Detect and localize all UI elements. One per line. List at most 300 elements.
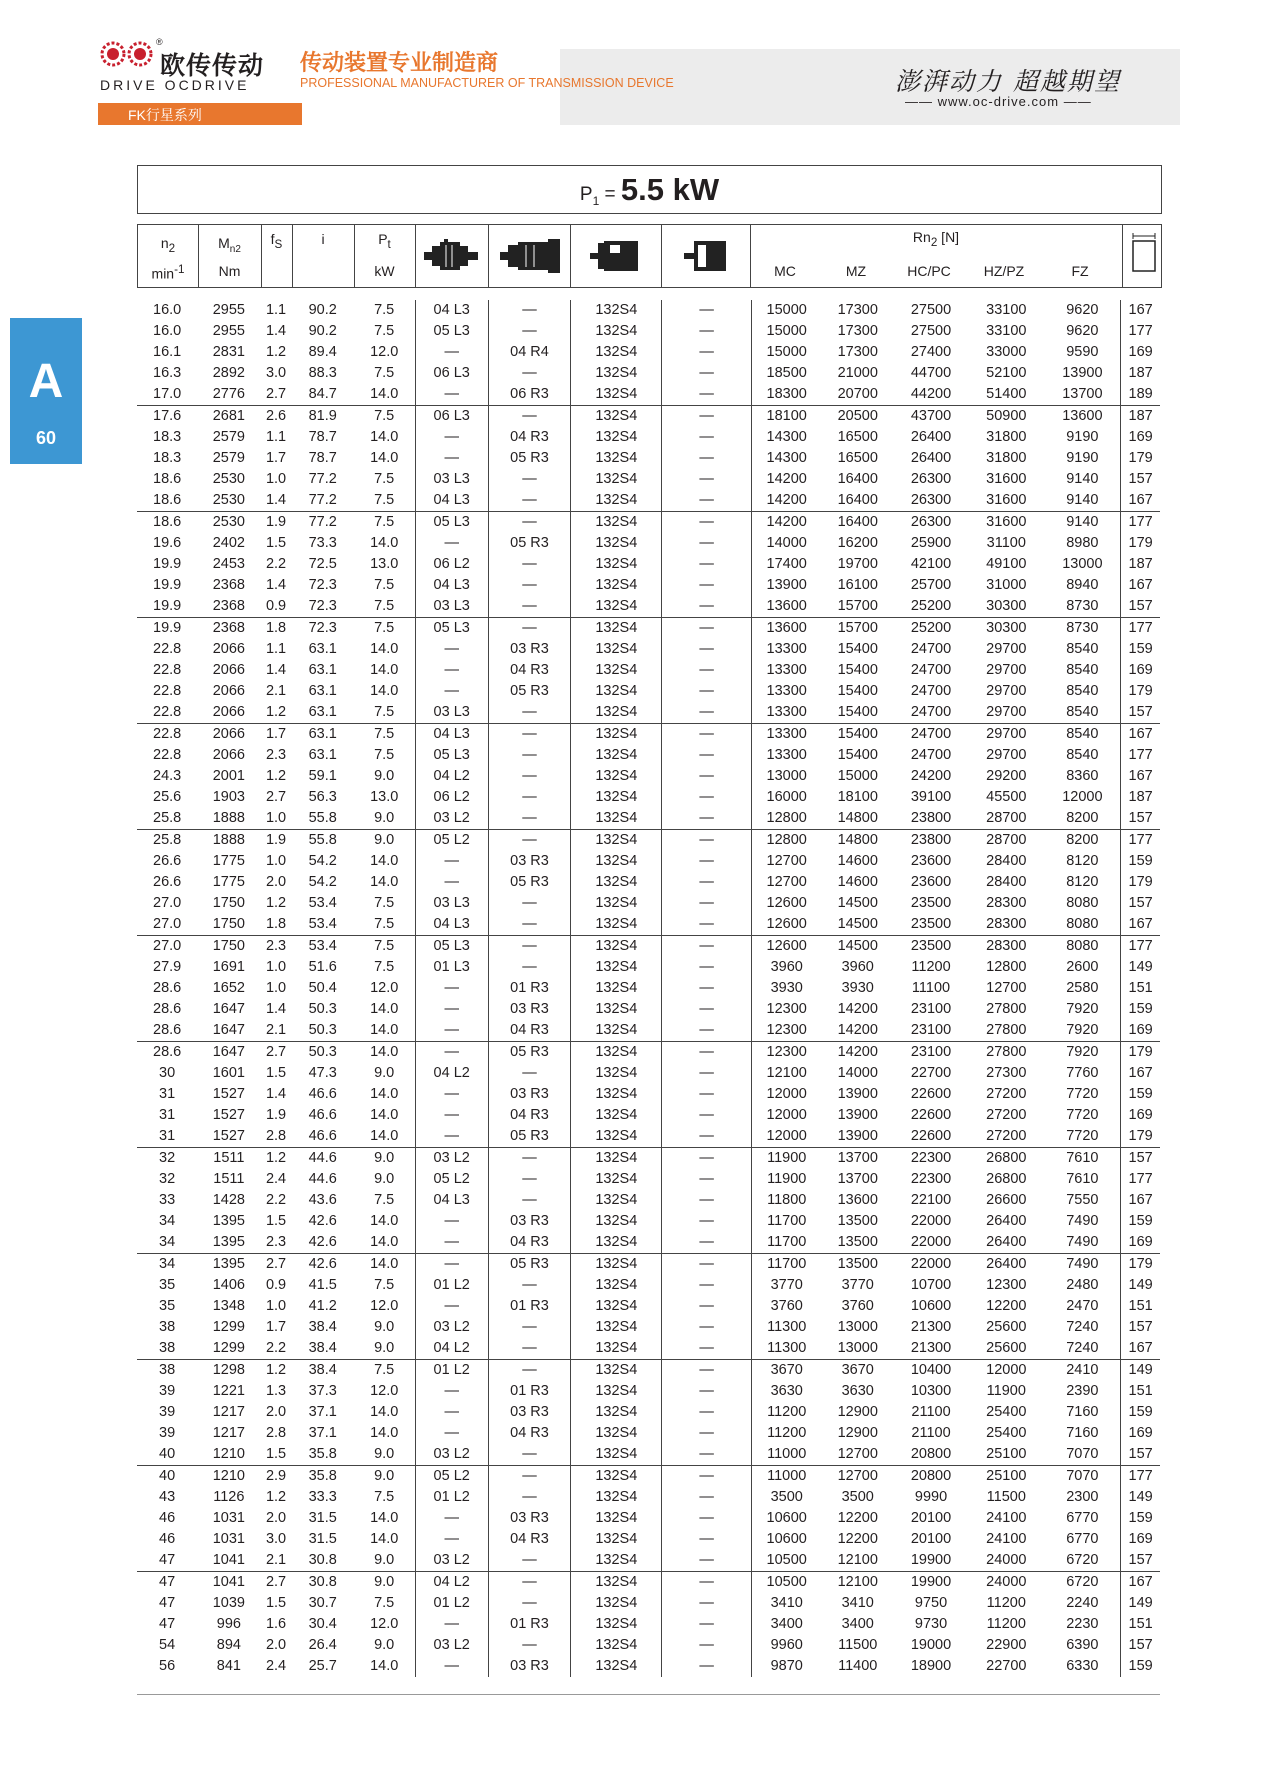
inline-gearbox-icon (424, 239, 480, 273)
table-cell: 7.5 (354, 1190, 415, 1211)
table-row (137, 469, 1160, 490)
table-cell: 27200 (986, 1086, 1027, 1102)
table-cell: — (488, 512, 570, 534)
table-cell: 2230 (1044, 1614, 1120, 1635)
table-cell: 26800 (986, 1171, 1027, 1187)
table-cell: 7.5 (354, 512, 415, 534)
table-cell: 167 (1128, 577, 1153, 593)
table-cell: 56.3 (308, 789, 337, 805)
table-cell: 3500 (770, 1489, 803, 1505)
table-cell: 1750 (197, 936, 260, 958)
table-cell: — (662, 596, 751, 618)
table-cell: 22000 (910, 1213, 952, 1229)
table-cell: 25900 (910, 535, 952, 551)
table-cell: 1406 (212, 1277, 245, 1293)
table-cell: — (488, 554, 570, 575)
table-cell: 149 (1128, 1277, 1153, 1293)
table-cell: 14800 (822, 830, 894, 852)
table-cell: 78.7 (308, 450, 337, 466)
table-cell: 8080 (1044, 936, 1120, 958)
table-cell: 14.0 (354, 1020, 415, 1042)
table-row (137, 936, 1160, 958)
table-cell: 132S4 (571, 1042, 662, 1064)
table-cell: 14.0 (354, 1402, 415, 1423)
table-cell: 54 (159, 1637, 176, 1653)
table-cell: 12.0 (354, 1296, 415, 1317)
table-cell: 1.1 (265, 641, 287, 657)
table-cell: 34 (137, 1254, 197, 1276)
table-cell: 10600 (910, 1298, 952, 1314)
col-i-header: i (321, 231, 325, 247)
table-cell: 14300 (766, 429, 807, 445)
table-cell: 03 R3 (488, 851, 570, 872)
table-cell: 7.5 (354, 300, 415, 321)
table-cell: 14300 (766, 450, 807, 466)
table-cell: 04 R3 (488, 660, 570, 681)
table-cell: 44.6 (308, 1171, 337, 1187)
table-cell: 7.5 (354, 745, 415, 766)
table-cell: — (662, 1360, 751, 1382)
table-cell: 05 L2 (415, 1466, 488, 1488)
table-cell: 20500 (822, 406, 894, 428)
table-cell: 01 L2 (415, 1593, 488, 1614)
table-cell: 157 (1128, 598, 1153, 614)
table-cell: 1647 (212, 1001, 245, 1017)
table-cell: — (488, 1550, 570, 1572)
table-cell: 2.7 (260, 1572, 291, 1594)
table-cell: 04 R4 (488, 342, 570, 363)
performance-table (137, 300, 1160, 1677)
table-cell: 7550 (1044, 1190, 1120, 1211)
table-cell: — (488, 1444, 570, 1466)
table-cell: 22600 (910, 1107, 952, 1123)
table-cell: 2480 (1044, 1275, 1120, 1296)
table-cell: 14.0 (354, 448, 415, 469)
table-cell: — (415, 1402, 488, 1423)
table-cell: — (662, 1466, 751, 1488)
table-cell: 132S4 (571, 300, 662, 321)
table-cell: 24100 (986, 1531, 1027, 1547)
table-cell: 49100 (986, 556, 1027, 572)
table-cell: 132S4 (571, 639, 662, 660)
table-cell: 16100 (837, 577, 878, 593)
table-cell: 43.6 (308, 1192, 337, 1208)
table-row (137, 1190, 1160, 1211)
table-cell: 12600 (766, 895, 807, 911)
table-cell: 72.5 (308, 556, 337, 572)
table-cell: — (488, 363, 570, 384)
table-cell: 149 (1121, 1360, 1160, 1382)
table-cell: 132S4 (571, 512, 662, 534)
table-cell: 7920 (1044, 1042, 1120, 1064)
website-url: —— www.oc-drive.com —— (905, 94, 1092, 109)
table-cell: 8120 (1044, 872, 1120, 893)
table-cell: — (662, 1126, 751, 1148)
table-cell: 1.9 (260, 830, 291, 852)
table-cell: 23600 (910, 874, 952, 890)
table-cell: 05 L3 (415, 936, 488, 958)
table-cell: 7720 (1044, 1084, 1120, 1105)
table-cell: 15700 (822, 618, 894, 640)
table-cell: 7610 (1044, 1169, 1120, 1190)
table-cell: 169 (1128, 344, 1153, 360)
table-cell: 2001 (212, 768, 245, 784)
table-cell: 132S4 (571, 830, 662, 852)
table-cell: 31600 (986, 471, 1027, 487)
table-cell: 03 R3 (488, 999, 570, 1020)
table-cell: 26600 (986, 1192, 1027, 1208)
table-cell: 132S4 (571, 1254, 662, 1276)
table-cell: 03 L2 (415, 1635, 488, 1656)
table-cell: — (415, 1508, 488, 1529)
table-cell: 1.2 (260, 1360, 291, 1382)
table-cell: — (415, 1296, 488, 1317)
table-cell: 37.3 (308, 1383, 337, 1399)
table-cell: 13500 (837, 1234, 878, 1250)
table-cell: 2410 (1044, 1360, 1120, 1382)
table-cell: 13900 (837, 1086, 878, 1102)
footer-rule (137, 1694, 1160, 1695)
table-cell: 25600 (986, 1319, 1027, 1335)
table-cell: 2580 (1044, 978, 1120, 999)
table-cell: 132S4 (571, 1614, 662, 1635)
table-cell: 132S4 (571, 1487, 662, 1508)
table-cell: 12800 (766, 810, 807, 826)
table-cell: 3400 (841, 1616, 874, 1632)
table-cell: 34 (159, 1213, 176, 1229)
table-cell: 01 L2 (415, 1360, 488, 1382)
table-cell: 10600 (766, 1531, 807, 1547)
table-cell: 25400 (986, 1425, 1027, 1441)
table-cell: 132S4 (571, 1169, 662, 1190)
table-cell: 19.9 (153, 598, 182, 614)
table-cell: 14200 (837, 1022, 878, 1038)
table-cell: 132S4 (571, 1063, 662, 1084)
table-cell: 8360 (1044, 766, 1120, 787)
table-cell: 1126 (213, 1489, 245, 1505)
table-cell: 14.0 (354, 533, 415, 554)
table-cell: 7240 (1044, 1317, 1120, 1338)
table-cell: 157 (1128, 1637, 1153, 1653)
table-cell: 2.0 (265, 1404, 287, 1420)
table-cell: — (662, 1169, 751, 1190)
table-cell: 22300 (910, 1171, 952, 1187)
table-row (137, 1232, 1160, 1254)
table-cell: — (415, 1254, 488, 1276)
table-cell: — (415, 342, 488, 363)
table-cell: — (662, 300, 751, 321)
table-cell: 22100 (910, 1192, 952, 1208)
table-cell: — (662, 1254, 751, 1276)
table-cell: 55.8 (292, 830, 354, 852)
table-cell: 9750 (914, 1595, 948, 1611)
table-cell: 14.0 (354, 639, 415, 660)
table-cell: — (662, 1550, 751, 1572)
table-cell: — (662, 1635, 751, 1656)
table-cell: 03 L3 (415, 469, 488, 490)
table-cell: 177 (1128, 1171, 1153, 1187)
table-cell: 26400 (986, 1234, 1027, 1250)
table-cell: — (488, 1317, 570, 1338)
table-cell: 9.0 (354, 808, 415, 830)
table-cell: 20100 (910, 1531, 952, 1547)
table-cell: 63.1 (308, 747, 337, 763)
table-cell: 177 (1128, 747, 1153, 763)
table-cell: 12.0 (354, 1614, 415, 1635)
table-cell: 2.6 (260, 406, 291, 428)
table-cell: 1.2 (265, 895, 287, 911)
table-cell: 151 (1128, 1616, 1153, 1632)
table-cell: 28.6 (153, 980, 182, 996)
table-cell: 24700 (910, 683, 952, 699)
table-cell: 11100 (911, 980, 951, 996)
table-cell: 04 R3 (488, 1529, 570, 1550)
table-cell: 132S4 (571, 1275, 662, 1296)
table-cell: 1647 (212, 1022, 245, 1038)
gear-logo-icon (100, 41, 158, 75)
table-cell: 7240 (1044, 1338, 1120, 1360)
table-cell: 03 L3 (415, 702, 488, 724)
table-cell: 32 (137, 1148, 197, 1170)
table-cell: 38.4 (308, 1340, 337, 1356)
table-cell: 2402 (212, 535, 245, 551)
table-cell: — (488, 1635, 570, 1656)
table-cell: 187 (1128, 365, 1153, 381)
table-cell: 31800 (986, 450, 1027, 466)
table-row (137, 575, 1160, 596)
table-cell: 179 (1128, 450, 1153, 466)
table-cell: 05 L3 (415, 512, 488, 534)
table-cell: 06 L2 (415, 787, 488, 808)
table-cell: 2.9 (260, 1466, 291, 1488)
table-cell: 1527 (212, 1107, 245, 1123)
table-cell: 27200 (986, 1128, 1027, 1144)
table-cell: 26400 (986, 1213, 1027, 1229)
table-cell: — (662, 660, 751, 681)
table-cell: 33100 (986, 302, 1027, 318)
col-mn2-header: $M_{n2}$ (218, 235, 241, 255)
table-cell: 19.9 (153, 577, 182, 593)
table-cell: 2600 (1044, 957, 1120, 978)
table-cell: 51400 (986, 386, 1027, 402)
table-cell: 15400 (837, 641, 878, 657)
table-cell: 159 (1128, 1404, 1153, 1420)
table-cell: 12200 (986, 1298, 1027, 1314)
table-cell: 30 (159, 1065, 176, 1081)
table-cell: 7070 (1044, 1466, 1120, 1488)
table-cell: 39100 (910, 789, 952, 805)
table-cell: 20800 (894, 1466, 968, 1488)
table-cell: 19900 (910, 1552, 952, 1568)
table-cell: 31600 (986, 492, 1027, 508)
table-cell: — (488, 300, 570, 321)
table-cell: 18.3 (153, 429, 182, 445)
col-mn2-unit: Nm (218, 263, 241, 279)
table-cell: 12800 (986, 959, 1027, 975)
table-cell: 15000 (766, 323, 807, 339)
table-cell: 15400 (837, 683, 878, 699)
table-cell: 1.7 (265, 1319, 287, 1335)
table-row (137, 1169, 1160, 1190)
table-cell: — (662, 1232, 751, 1254)
table-cell: 39 (159, 1404, 176, 1420)
table-cell: — (662, 1381, 751, 1402)
table-cell: 132S4 (571, 766, 662, 787)
table-cell: — (662, 1020, 751, 1042)
table-cell: 9.0 (354, 1444, 415, 1466)
table-cell: — (415, 978, 488, 999)
table-cell: 15400 (822, 724, 894, 746)
table-cell: 11000 (767, 1446, 807, 1462)
table-cell: 01 L3 (415, 957, 488, 978)
table-row (137, 787, 1160, 808)
table-cell: 31 (159, 1086, 176, 1102)
table-cell: 14.0 (354, 1232, 415, 1254)
table-cell: 1775 (212, 853, 245, 869)
table-cell: 20100 (910, 1510, 952, 1526)
table-cell: — (415, 1529, 488, 1550)
table-cell: 2.4 (265, 1658, 287, 1674)
table-cell: — (415, 384, 488, 406)
table-cell: 30.7 (308, 1595, 337, 1611)
table-cell: 12.0 (354, 1381, 415, 1402)
table-cell: 3500 (841, 1489, 874, 1505)
table-cell: 18100 (751, 406, 821, 428)
table-cell: — (662, 384, 751, 406)
table-cell: 28.6 (153, 1022, 182, 1038)
table-cell: 9140 (1044, 469, 1120, 490)
table-cell: 11200 (911, 959, 951, 975)
table-cell: 7.5 (354, 321, 415, 342)
table-cell: 03 L3 (415, 893, 488, 914)
table-cell: 11800 (767, 1192, 807, 1208)
table-cell: 29700 (986, 747, 1027, 763)
table-cell: 21100 (911, 1404, 951, 1420)
table-cell: 2066 (212, 641, 245, 657)
flange-gearbox-icon (500, 239, 562, 273)
table-cell: 14.0 (354, 1508, 415, 1529)
table-cell: 18900 (910, 1658, 952, 1674)
table-cell: 167 (1128, 302, 1153, 318)
table-cell: 29700 (986, 641, 1027, 657)
table-cell: 13000 (766, 768, 807, 784)
table-cell: 22700 (910, 1065, 952, 1081)
table-cell: 05 R3 (488, 872, 570, 893)
table-cell: 04 L3 (415, 914, 488, 936)
table-cell: 1.4 (265, 1086, 287, 1102)
table-cell: 25200 (910, 598, 952, 614)
table-cell: 12.0 (354, 342, 415, 363)
table-cell: 21100 (911, 1425, 951, 1441)
table-cell: 8080 (1044, 914, 1120, 936)
table-cell: 2.2 (265, 556, 287, 572)
table-cell: 46 (159, 1510, 176, 1526)
table-cell: 50.4 (308, 980, 337, 996)
table-cell: 7.5 (354, 406, 415, 428)
table-cell: 33 (159, 1192, 176, 1208)
table-cell: 28700 (986, 810, 1027, 826)
table-cell: 31.5 (308, 1510, 337, 1526)
table-cell: 14600 (837, 853, 878, 869)
power-equals: = (599, 184, 621, 205)
table-cell: — (488, 1593, 570, 1614)
table-cell: 13600 (1044, 406, 1120, 428)
table-cell: 179 (1128, 535, 1153, 551)
table-cell: 23100 (894, 1042, 968, 1064)
table-cell: 7720 (1044, 1105, 1120, 1126)
table-cell: 2.7 (260, 1042, 291, 1064)
table-cell: 1527 (212, 1086, 245, 1102)
table-row (137, 1317, 1160, 1338)
table-cell: — (662, 512, 751, 534)
table-cell: 1.2 (260, 1148, 291, 1170)
table-cell: 159 (1128, 1086, 1153, 1102)
table-row (137, 1487, 1160, 1508)
col-rn2-header: $Rn_2$ [N] (912, 229, 960, 249)
table-cell: 132S4 (571, 702, 662, 724)
table-cell: 19.6 (153, 535, 182, 551)
table-cell: 24700 (910, 641, 952, 657)
table-cell: 2.0 (265, 874, 287, 890)
table-row (137, 724, 1160, 746)
table-cell: 46.6 (308, 1107, 337, 1123)
table-cell: 14600 (837, 874, 878, 890)
table-cell: 132S4 (571, 1444, 662, 1466)
table-row (137, 1020, 1160, 1042)
slogan-english: PROFESSIONAL MANUFACTURER OF TRANSMISSION DEVICE (300, 76, 674, 90)
table-cell: — (488, 1169, 570, 1190)
table-cell: 7.5 (354, 957, 415, 978)
table-cell: 84.7 (308, 386, 337, 402)
table-cell: 03 L2 (415, 1148, 488, 1170)
table-cell: — (662, 1529, 751, 1550)
table-cell: 2.2 (265, 1192, 287, 1208)
table-cell: 14.0 (354, 872, 415, 893)
table-cell: 1031 (212, 1510, 245, 1526)
table-cell: 25.8 (153, 810, 182, 826)
table-cell: 132S4 (571, 1211, 662, 1232)
table-cell: 03 R3 (488, 639, 570, 660)
table-cell: — (415, 1042, 488, 1064)
table-cell: — (415, 660, 488, 681)
table-cell: 47 (159, 1595, 176, 1611)
table-cell: 05 R3 (488, 1126, 570, 1148)
table-cell: 04 R3 (488, 1423, 570, 1444)
table-cell: 16.0 (153, 302, 182, 318)
table-cell: 12900 (837, 1425, 878, 1441)
table-cell: 90.2 (308, 302, 337, 318)
table-cell: 132S4 (571, 1105, 662, 1126)
table-row (137, 893, 1160, 914)
table-cell: 89.4 (308, 344, 337, 360)
table-cell: 8540 (1044, 745, 1120, 766)
table-cell: 13300 (766, 641, 807, 657)
table-cell: 167 (1128, 1192, 1153, 1208)
table-cell: 26300 (910, 471, 952, 487)
table-cell: 05 R3 (488, 533, 570, 554)
table-cell: 23600 (910, 853, 952, 869)
table-cell: 50.3 (292, 1042, 354, 1064)
table-cell: 27800 (986, 1001, 1027, 1017)
table-cell: 8540 (1044, 702, 1120, 724)
table-cell: 7.5 (354, 893, 415, 914)
table-cell: 21000 (837, 365, 878, 381)
table-cell: 30.8 (308, 1552, 337, 1568)
table-cell: 27200 (986, 1107, 1027, 1123)
table-cell: 22.8 (153, 662, 182, 678)
table-cell: — (488, 766, 570, 787)
table-cell: 169 (1128, 1531, 1153, 1547)
